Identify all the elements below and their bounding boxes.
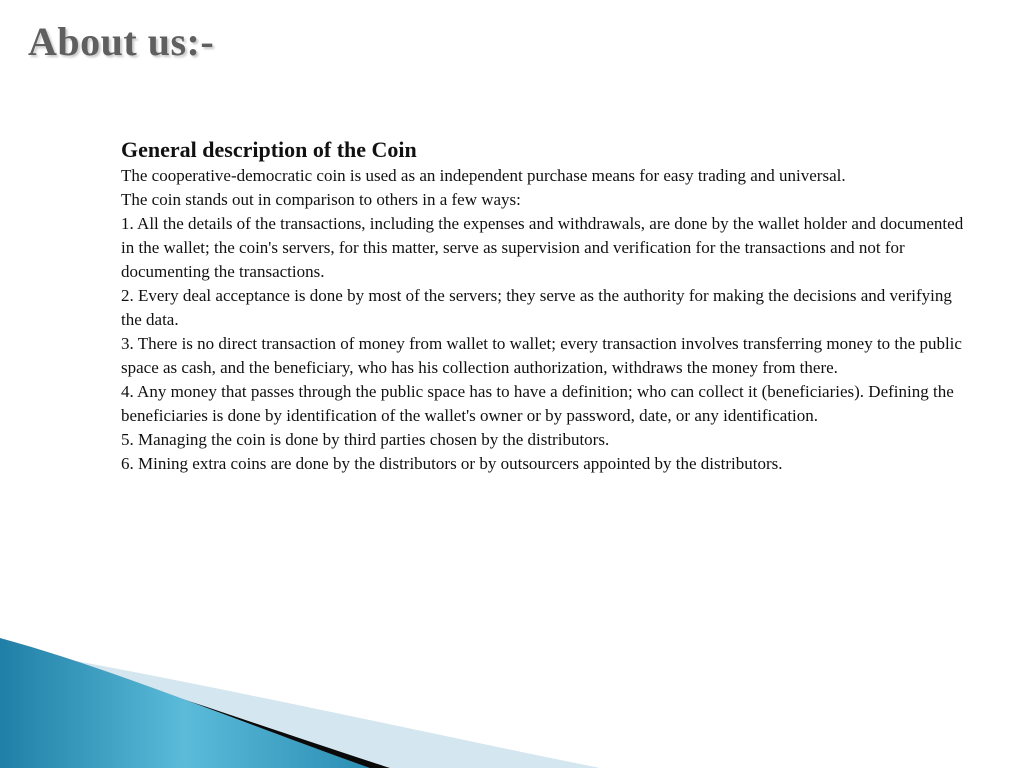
description-heading: General description of the Coin	[121, 137, 417, 162]
wave-blue-band	[0, 638, 370, 768]
slide-title: About us:-	[28, 19, 215, 64]
intro-paragraph: The cooperative-democratic coin is used as an independent purchase means for easy trading and universal.	[121, 166, 846, 185]
ways-intro: The coin stands out in comparison to others in a few ways:	[121, 190, 521, 209]
point-6: 6. Mining extra coins are done by the distributors or by outsourcers appointed by the distributors.	[121, 454, 783, 473]
description-body	[121, 136, 966, 476]
point-1: 1. All the details of the transactions, including the expenses and withdrawals, are done by the wallet holder and documented in the wallet; the coin's servers, for this matter, serve as supervision and verification for the transactions and not for documenting the transactions.	[121, 214, 964, 281]
point-4: 4. Any money that passes through the public space has to have a definition; who can collect it (beneficiaries). Defining the beneficiaries is done by identification of the wallet's owner or by password, date, or any identification.	[121, 382, 954, 425]
point-5: 5. Managing the coin is done by third parties chosen by the distributors.	[121, 430, 610, 449]
decorative-wave	[0, 638, 1024, 768]
point-2: 2. Every deal acceptance is done by most of the servers; they serve as the authority for making the decisions and verifying the data.	[121, 286, 952, 329]
point-3: 3. There is no direct transaction of money from wallet to wallet; every transaction involves transferring money to the public space as cash, and the beneficiary, who has his collection authorization, withdraws the money from there.	[121, 334, 962, 377]
